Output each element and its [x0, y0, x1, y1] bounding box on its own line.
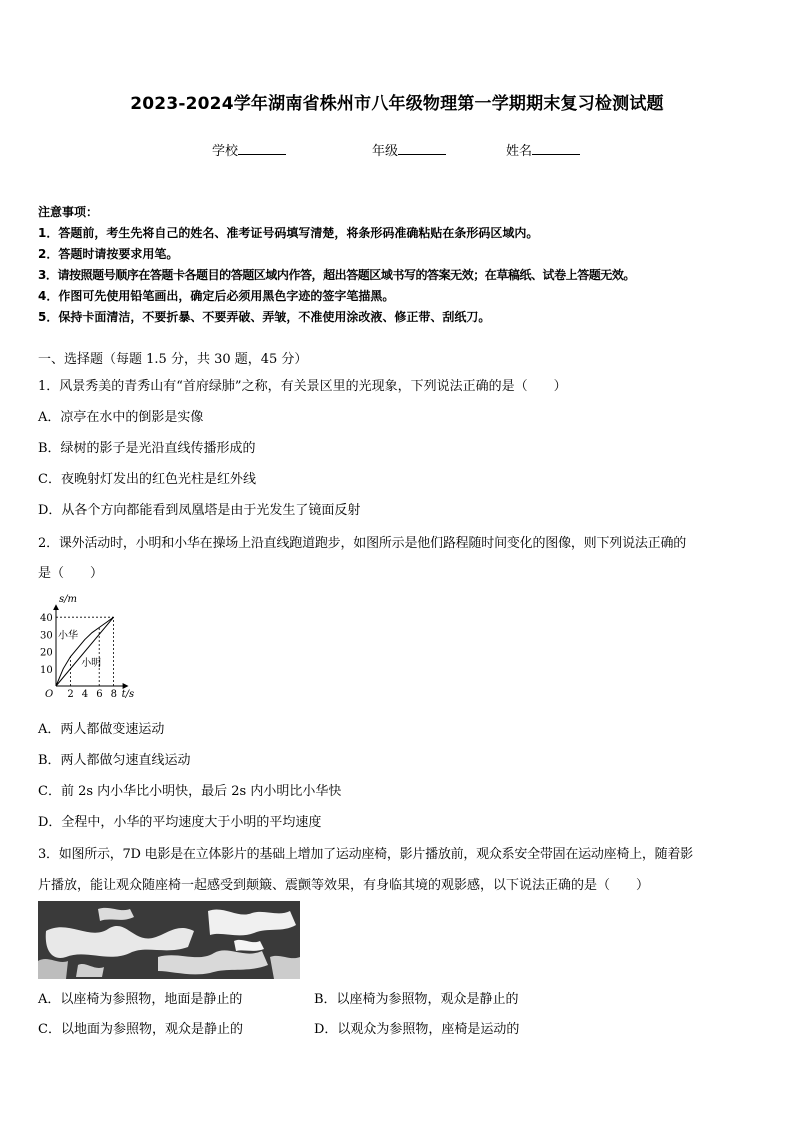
question-1-stem: 1．风景秀美的青秀山有“首府绿肺”之称，有关景区里的光现象，下列说法正确的是（ ） [38, 379, 567, 394]
y-tick-label: 40 [40, 613, 53, 625]
notice-item: 5．保持卡面清洁，不要折暴、不要弄破、弄皱，不准使用涂改液、修正带、刮纸刀。 [38, 310, 491, 324]
series-label-xiaohua: 小华 [58, 630, 78, 642]
q2-option-c: C．前 2s 内小华比小明快，最后 2s 内小明比小华快 [38, 784, 342, 799]
x-tick-label: 6 [96, 689, 103, 700]
x-tick-label: 8 [110, 689, 117, 700]
name-blank [532, 142, 580, 155]
q2-option-b: B．两人都做匀速直线运动 [38, 753, 191, 768]
q2-option-d: D．全程中，小华的平均速度大于小明的平均速度 [38, 815, 322, 830]
x-tick-label: 4 [81, 689, 89, 700]
cinema-seat-photo [38, 901, 300, 979]
question-3-stem-line2: 片播放，能让观众随座椅一起感受到颠簸、震颤等效果，有身临其境的观影感，以下说法正确的是（ ） [38, 878, 650, 893]
grade-label: 年级 [372, 144, 399, 159]
q1-option-a: A．凉亭在水中的倒影是实像 [38, 410, 204, 425]
y-tick-label: 20 [40, 647, 53, 659]
grade-blank [398, 142, 446, 155]
origin-label: O [45, 689, 54, 700]
y-axis-label: s/m [59, 594, 77, 605]
x-tick-label: 2 [67, 689, 74, 700]
question-2-stem-line1: 2．课外活动时，小明和小华在操场上沿直线跑道跑步，如图所示是他们路程随时间变化的图像，则下列说法正确的 [38, 536, 687, 551]
school-field [212, 140, 286, 159]
notice-item: 1．答题前，考生先将自己的姓名、准考证号码填写清楚，将条形码准确粘贴在条形码区域内。 [38, 226, 539, 240]
notice-heading: 注意事项： [38, 205, 99, 219]
school-label: 学校 [212, 144, 239, 159]
distance-time-graph [30, 590, 165, 700]
question-2-stem-line2: 是（ ） [38, 566, 104, 581]
q1-option-c: C．夜晚射灯发出的红色光柱是红外线 [38, 472, 256, 487]
q1-option-d: D．从各个方向都能看到凤凰塔是由于光发生了镜面反射 [38, 503, 361, 518]
y-tick-label: 30 [40, 630, 53, 642]
q2-option-a: A．两人都做变速运动 [38, 722, 165, 737]
question-3-stem-line1: 3．如图所示，7D 电影是在立体影片的基础上增加了运动座椅，影片播放前，观众系安全带固在运动座椅上，随着影 [38, 847, 693, 862]
series-label-xiaoming: 小明 [81, 657, 102, 669]
notice-item: 3．请按照题号顺序在答题卡各题目的答题区域内作答，超出答题区域书写的答案无效；在草稿纸、试卷上答题无效。 [38, 268, 635, 282]
notice-item: 4．作图可先使用铅笔画出，确定后必须用黑色字迹的签字笔描黑。 [38, 289, 395, 303]
name-field [506, 140, 580, 159]
q3-option-c: C．以地面为参照物，观众是静止的 [38, 1022, 243, 1037]
q1-option-b: B．绿树的影子是光沿直线传播形成的 [38, 441, 256, 456]
q3-option-d: D．以观众为参照物，座椅是运动的 [314, 1022, 520, 1037]
x-axis-label: t/s [121, 689, 135, 700]
exam-title: 2023-2024学年湖南省株州市八年级物理第一学期期末复习检测试题 [130, 94, 664, 114]
school-blank [238, 142, 286, 155]
name-label: 姓名 [506, 144, 533, 159]
notice-item: 2．答题时请按要求用笔。 [38, 247, 179, 261]
section-heading: 一、选择题（每题 1.5 分，共 30 题，45 分） [38, 352, 308, 367]
q3-option-b: B．以座椅为参照物，观众是静止的 [314, 992, 519, 1007]
q3-option-a: A．以座椅为参照物，地面是静止的 [38, 992, 243, 1007]
series-line-xiaoming [56, 617, 114, 686]
y-tick-label: 10 [40, 664, 53, 676]
grade-field [372, 140, 446, 159]
